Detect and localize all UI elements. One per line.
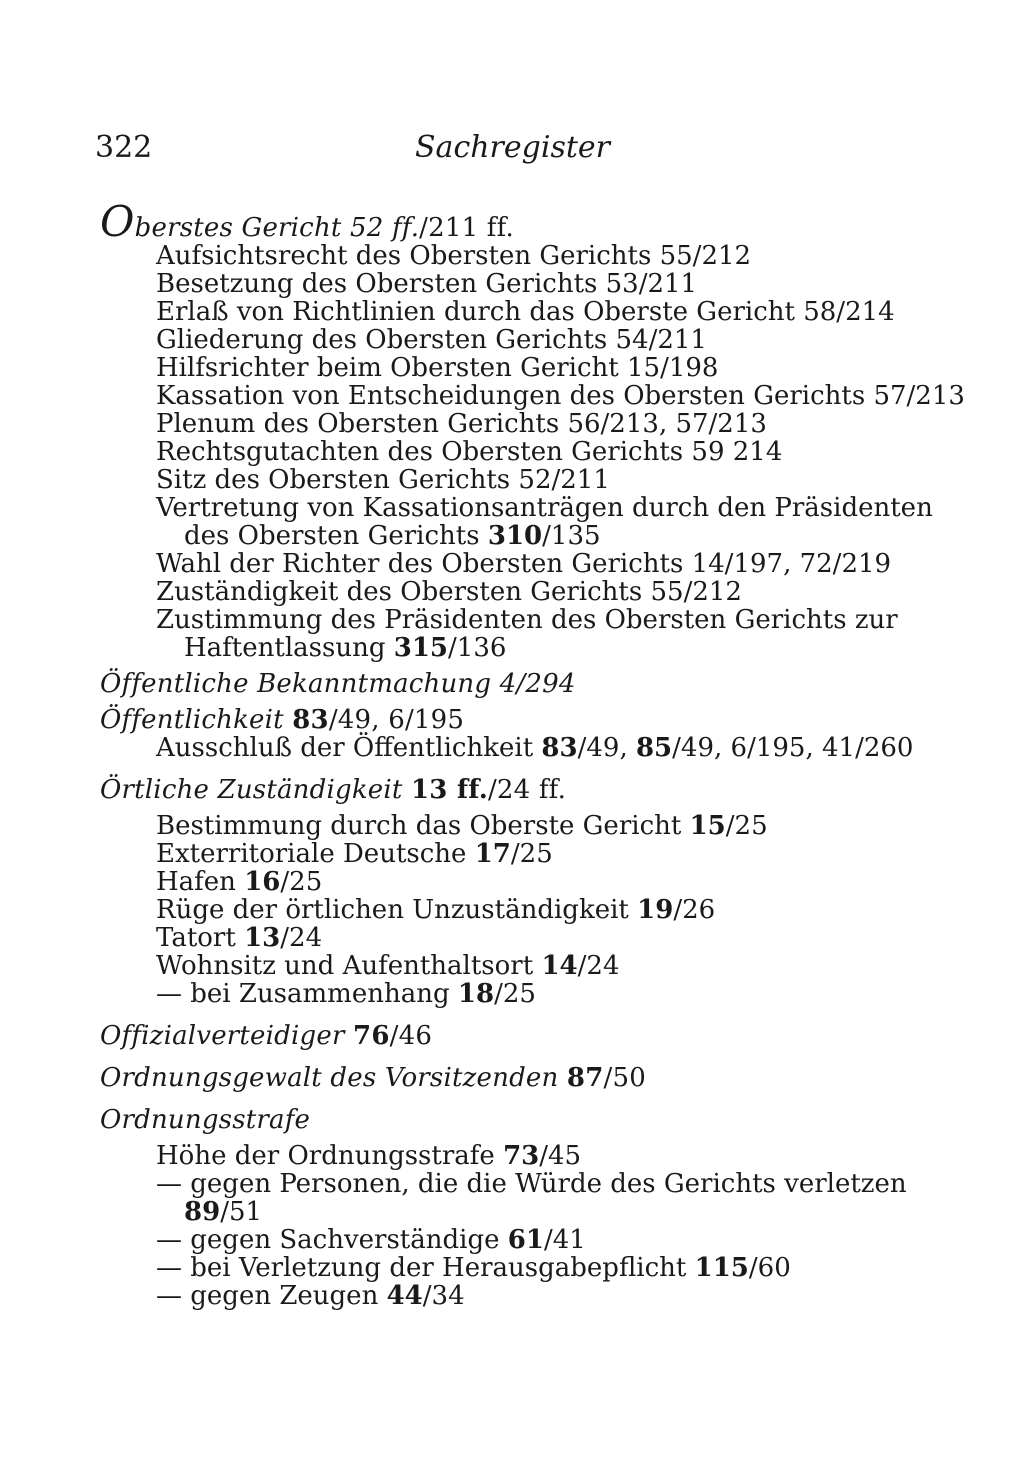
subentry: Sitz des Obersten Gerichts 52/211 <box>156 465 610 495</box>
running-title: Sachregister <box>415 130 610 165</box>
subentry: Exterritoriale Deutsche 17/25 <box>156 839 553 869</box>
entry-heading: Offizialverteidiger 76/46 <box>100 1021 433 1051</box>
subentry: Rechtsgutachten des Obersten Gerichts 59 214 <box>156 437 783 467</box>
subject-index <box>100 197 970 1311</box>
subentry: Erlaß von Richtlinien durch das Oberste Gericht 58/214 <box>156 297 895 327</box>
subentry: Vertretung von Kassationsanträgen durch den Präsidenten des Obersten Gerichts 310/135 <box>156 493 933 551</box>
subentry: Rüge der örtlichen Unzuständigkeit 19/26 <box>156 895 716 925</box>
index-entry-oertliche-zustaendigkeit <box>100 776 970 1008</box>
entry-heading: Ordnungsstrafe <box>100 1105 311 1135</box>
subentry: Besetzung des Obersten Gerichts 53/211 <box>156 269 698 299</box>
entry-heading: Ordnungsgewalt des Vorsitzenden 87/50 <box>100 1063 646 1093</box>
subentry: Aufsichtsrecht des Obersten Gerichts 55/212 <box>156 241 752 271</box>
entry-heading: Öffentliche Bekanntmachung 4/294 <box>100 669 576 699</box>
subentry: Tatort 13/24 <box>156 923 323 953</box>
subentry: Ausschluß der Öffentlichkeit 83/49, 85/49, 6/195, 41/260 <box>156 733 914 763</box>
subentry: — gegen Sachverständige 61/41 <box>156 1225 586 1255</box>
page-number: 322 <box>95 130 153 165</box>
index-entry-oberstes-gericht <box>100 197 970 663</box>
index-entry-bekanntmachung <box>100 670 970 698</box>
subentry: Höhe der Ordnungsstrafe 73/45 <box>156 1141 582 1171</box>
subentry: — gegen Personen, die die Würde des Gerichts verletzen 89/51 <box>156 1169 907 1227</box>
index-entry-ordnungsstrafe <box>100 1106 970 1310</box>
entry-heading: Örtliche Zuständigkeit 13 ff./24 ff. <box>100 775 567 805</box>
subentry: Bestimmung durch das Oberste Gericht 15/25 <box>156 811 768 841</box>
subentry: Zustimmung des Präsidenten des Obersten Gerichts zur Haftentlassung 315/136 <box>156 605 898 663</box>
index-entry-offizialverteidiger <box>100 1022 970 1050</box>
entry-heading: Öffentlichkeit 83/49, 6/195 <box>100 705 465 735</box>
subentry: — bei Verletzung der Herausgabepflicht 115/60 <box>156 1253 791 1283</box>
subentry: Zuständigkeit des Obersten Gerichts 55/212 <box>156 577 742 607</box>
subentry: Hafen 16/25 <box>156 867 323 897</box>
subentry: — gegen Zeugen 44/34 <box>156 1281 465 1311</box>
page-header <box>95 130 610 170</box>
subentry: Hilfsrichter beim Obersten Gericht 15/198 <box>156 353 719 383</box>
subentry: — bei Zusammenhang 18/25 <box>156 979 536 1009</box>
initial-letter: O <box>100 197 135 246</box>
entry-heading: Oberstes Gericht 52 ff./211 ff. <box>100 197 514 246</box>
index-entry-oeffentlichkeit <box>100 706 970 762</box>
subentry: Wahl der Richter des Obersten Gerichts 14/197, 72/219 <box>156 549 892 579</box>
subentry: Gliederung des Obersten Gerichts 54/211 <box>156 325 707 355</box>
subentry: Kassation von Entscheidungen des Obersten Gerichts 57/213 <box>156 381 965 411</box>
subentry: Wohnsitz und Aufenthaltsort 14/24 <box>156 951 620 981</box>
index-entry-ordnungsgewalt <box>100 1064 970 1092</box>
subentry: Plenum des Obersten Gerichts 56/213, 57/213 <box>156 409 767 439</box>
